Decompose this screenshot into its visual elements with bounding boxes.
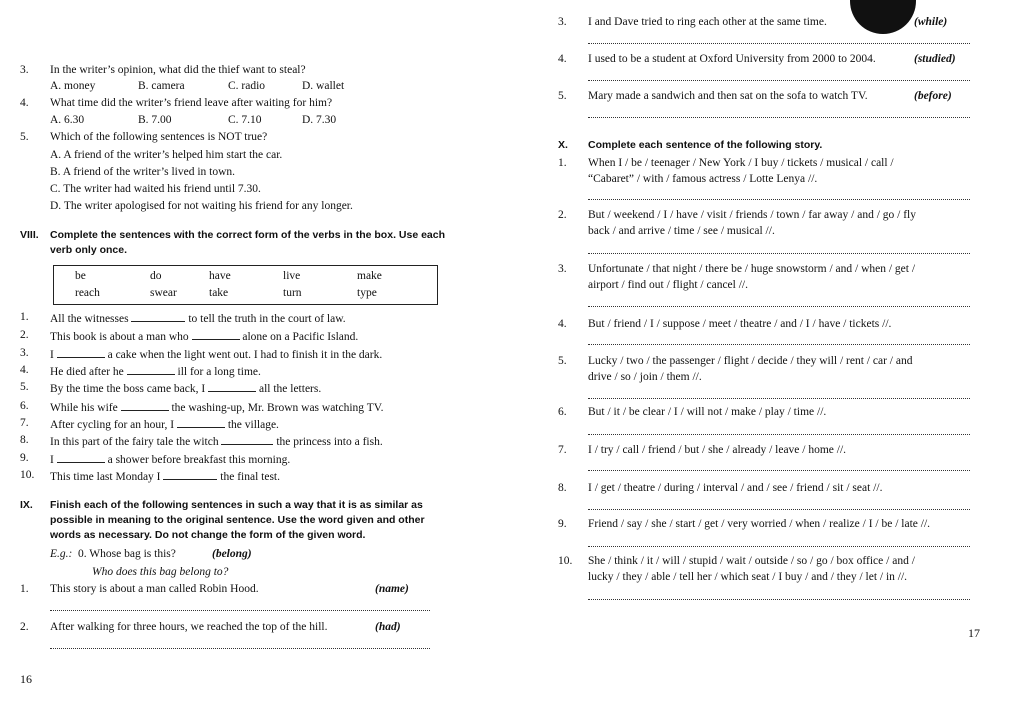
item-line: Unfortunate / that night / there be / huge snowstorm / and / when / get / — [588, 263, 916, 275]
item-line: But / friend / I / suppose / meet / theatre / and / I / have / tickets //. — [588, 318, 892, 330]
option: B. 7.00 — [138, 114, 172, 126]
item-number: 10. — [558, 555, 573, 567]
verb: do — [150, 270, 162, 282]
item-number: 6. — [558, 406, 567, 418]
verb-box — [53, 265, 438, 305]
example-label: E.g.: — [50, 548, 73, 560]
item-number: 5. — [20, 381, 29, 393]
item-text: This story is about a man called Robin Hood. — [50, 583, 259, 595]
item-number: 2. — [20, 621, 29, 633]
choice: B. A friend of the writer’s lived in town. — [50, 166, 236, 178]
verb: make — [357, 270, 382, 282]
item-text: In this part of the fairy tale the witch — [50, 436, 219, 448]
item-text: Mary made a sandwich and then sat on the sofa to watch TV. — [588, 90, 868, 102]
answer-blank[interactable] — [57, 347, 105, 358]
item-hint: (while) — [914, 16, 948, 28]
answer-blank[interactable] — [57, 452, 105, 463]
answer-line[interactable] — [588, 470, 970, 471]
right-page — [512, 0, 1024, 701]
option: A. money — [50, 80, 96, 92]
item-text: the final test. — [220, 471, 280, 483]
scan-blot — [850, 0, 916, 34]
item-number: 2. — [558, 209, 567, 221]
answer-blank[interactable] — [163, 469, 217, 480]
item-text: a shower before breakfast this morning. — [107, 454, 291, 466]
item-number: 5. — [558, 90, 567, 102]
item-text: alone on a Pacific Island. — [242, 331, 359, 343]
option: C. radio — [228, 80, 266, 92]
example-answer: Who does this bag belong to? — [92, 566, 229, 578]
item-text: After walking for three hours, we reached the top of the hill. — [50, 621, 328, 633]
item-number: 4. — [20, 364, 29, 376]
item-text: ill for a long time. — [177, 366, 261, 378]
item-line: back / and arrive / time / see / musical //. — [588, 225, 775, 237]
answer-line[interactable] — [588, 398, 970, 399]
item-text: to tell the truth in the court of law. — [188, 313, 346, 325]
item-number: 8. — [20, 434, 29, 446]
item-line: Lucky / two / the passenger / flight / decide / they will / rent / car / and — [588, 355, 913, 367]
answer-blank[interactable] — [131, 311, 185, 322]
verb: type — [357, 287, 377, 299]
section-number: VIII. — [20, 229, 39, 241]
item-number: 1. — [20, 583, 29, 595]
item-number: 1. — [20, 311, 29, 323]
answer-line[interactable] — [588, 599, 970, 600]
item-number: 8. — [558, 482, 567, 494]
question-number: 5. — [20, 131, 29, 143]
item-number: 6. — [20, 400, 29, 412]
answer-line[interactable] — [588, 306, 970, 307]
example-hint: (belong) — [212, 548, 252, 560]
item-hint: (before) — [914, 90, 952, 102]
item-text: He died after he — [50, 366, 124, 378]
item-hint: (name) — [375, 583, 409, 595]
item-number: 9. — [20, 452, 29, 464]
option: B. camera — [138, 80, 185, 92]
answer-line[interactable] — [588, 43, 970, 44]
section-instructions: Finish each of the following sentences in such a way that it is as similar as possible in meaning to the original sentence. Use the word given and other words as necessary. Do not change the form of the given word. — [50, 499, 425, 541]
verb: have — [209, 270, 231, 282]
item-number: 1. — [558, 157, 567, 169]
item-text: the village. — [227, 419, 279, 431]
item-text: I — [50, 454, 54, 466]
page-number: 16 — [20, 672, 32, 686]
option: D. wallet — [302, 80, 345, 92]
answer-line[interactable] — [588, 80, 970, 81]
answer-line[interactable] — [50, 648, 430, 649]
option: C. 7.10 — [228, 114, 262, 126]
verb: live — [283, 270, 301, 282]
question-number: 4. — [20, 97, 29, 109]
item-line: “Cabaret” / with / famous actress / Lotte Lenya //. — [588, 173, 818, 185]
choice: A. A friend of the writer’s helped him start the car. — [50, 149, 283, 161]
answer-blank[interactable] — [192, 329, 240, 340]
item-text: By the time the boss came back, I — [50, 383, 206, 395]
item-line: When I / be / teenager / New York / I buy / tickets / musical / call / — [588, 157, 894, 169]
item-number: 7. — [558, 444, 567, 456]
answer-blank[interactable] — [127, 364, 175, 375]
question-text: In the writer’s opinion, what did the thief want to steal? — [50, 64, 306, 76]
answer-line[interactable] — [588, 546, 970, 547]
answer-blank[interactable] — [221, 434, 273, 445]
example-text: 0. Whose bag is this? — [78, 548, 176, 560]
item-hint: (had) — [375, 621, 401, 633]
question-text: What time did the writer’s friend leave after waiting for him? — [50, 97, 333, 109]
item-number: 2. — [20, 329, 29, 341]
option: A. 6.30 — [50, 114, 85, 126]
item-text: I used to be a student at Oxford University from 2000 to 2004. — [588, 53, 876, 65]
item-number: 3. — [558, 16, 567, 28]
item-text: While his wife — [50, 402, 118, 414]
choice: C. The writer had waited his friend until 7.30. — [50, 183, 261, 195]
item-number: 4. — [558, 53, 567, 65]
answer-line[interactable] — [588, 509, 970, 510]
question-text: Which of the following sentences is NOT true? — [50, 131, 268, 143]
item-line: But / weekend / I / have / visit / friends / town / far away / and / go / fly — [588, 209, 916, 221]
item-number: 3. — [20, 347, 29, 359]
answer-line[interactable] — [50, 610, 430, 611]
item-text: I and Dave tried to ring each other at the same time. — [588, 16, 827, 28]
item-number: 4. — [558, 318, 567, 330]
item-line: I / try / call / friend / but / she / already / leave / home //. — [588, 444, 847, 456]
item-text: the washing-up, Mr. Brown was watching TV. — [171, 402, 384, 414]
answer-line[interactable] — [588, 117, 970, 118]
section-instructions: Complete each sentence of the following story. — [588, 139, 823, 151]
choice: D. The writer apologised for not waiting his friend for any longer. — [50, 200, 353, 212]
item-line: I / get / theatre / during / interval / and / see / friend / sit / seat //. — [588, 482, 883, 494]
answer-line[interactable] — [588, 253, 970, 254]
item-number: 10. — [20, 469, 35, 481]
item-text: a cake when the light went out. I had to finish it in the dark. — [107, 349, 383, 361]
verb: reach — [75, 287, 100, 299]
page-number: 17 — [968, 626, 980, 640]
answer-line[interactable] — [588, 434, 970, 435]
item-line: drive / so / join / them //. — [588, 371, 702, 383]
answer-blank[interactable] — [208, 381, 256, 392]
item-text: All the witnesses — [50, 313, 129, 325]
item-number: 7. — [20, 417, 29, 429]
item-number: 9. — [558, 518, 567, 530]
item-line: She / think / it / will / stupid / wait / outside / so / go / box office / and / — [588, 555, 915, 567]
option: D. 7.30 — [302, 114, 337, 126]
verb: take — [209, 287, 229, 299]
item-line: Friend / say / she / start / get / very worried / when / realize / I / be / late //. — [588, 518, 931, 530]
answer-line[interactable] — [588, 199, 970, 200]
item-number: 3. — [558, 263, 567, 275]
question-number: 3. — [20, 64, 29, 76]
item-line: But / it / be clear / I / will not / make / play / time //. — [588, 406, 827, 418]
section-instructions: Complete the sentences with the correct form of the verbs in the box. Use each verb only once. — [50, 229, 446, 256]
verb: turn — [283, 287, 302, 299]
answer-blank[interactable] — [177, 417, 225, 428]
item-text: This book is about a man who — [50, 331, 189, 343]
item-line: lucky / they / able / tell her / which seat / I buy / and / they / let / in //. — [588, 571, 908, 583]
item-number: 5. — [558, 355, 567, 367]
item-text: After cycling for an hour, I — [50, 419, 175, 431]
item-line: airport / find out / flight / cancel //. — [588, 279, 749, 291]
section-number: X. — [558, 139, 568, 151]
item-hint: (studied) — [914, 53, 956, 65]
verb: be — [75, 270, 86, 282]
verb: swear — [150, 287, 177, 299]
item-text: This time last Monday I — [50, 471, 161, 483]
section-number: IX. — [20, 499, 33, 511]
item-text: all the letters. — [258, 383, 322, 395]
answer-blank[interactable] — [121, 400, 169, 411]
item-text: I — [50, 349, 54, 361]
answer-line[interactable] — [588, 344, 970, 345]
item-text: the princess into a fish. — [276, 436, 383, 448]
